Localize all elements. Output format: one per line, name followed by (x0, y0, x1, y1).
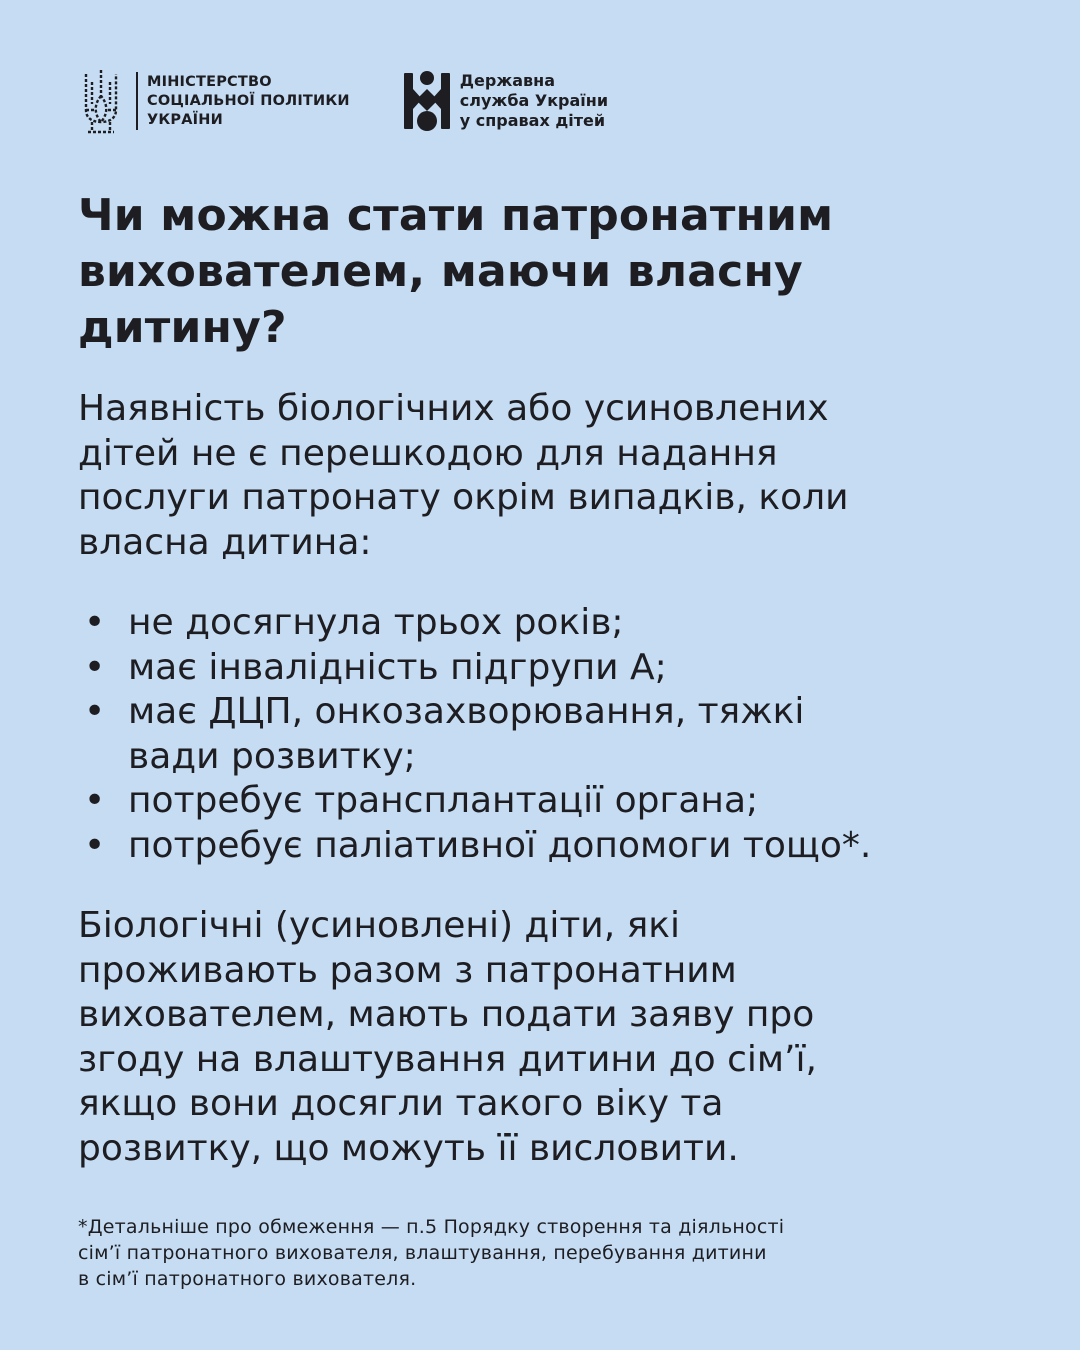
children-service-logo-icon (402, 69, 452, 133)
ministry-name (147, 73, 350, 130)
footnote-line: сім’ї патронатного вихователя, влаштування, перебування дитини (78, 1242, 767, 1264)
outro-line: розвитку, що можуть її висловити. (78, 1127, 739, 1169)
intro-line: Наявність біологічних або усиновлених (78, 388, 829, 429)
intro-line: власна дитина: (78, 521, 372, 563)
intro-line: послуги патронату окрім випадків, коли (78, 477, 849, 518)
header-logos (78, 66, 608, 136)
ministry-name-line: СОЦІАЛЬНОЇ ПОЛІТИКИ (147, 92, 350, 109)
list-item-continuation (78, 735, 1038, 780)
list-item (78, 690, 1038, 735)
outro-line: згоду на влаштування дитини до сім’ї, (78, 1038, 817, 1080)
list-item (78, 779, 1038, 824)
list-item (78, 824, 1038, 869)
title-line: дитину? (78, 302, 287, 353)
footnote-line: *Детальніше про обмеження — п.5 Порядку створення та діяльності (78, 1216, 785, 1238)
children-service-logo (402, 69, 608, 133)
ministry-name-line: МІНІСТЕРСТВО (147, 73, 272, 90)
footnote-line: в сім’ї патронатного вихователя. (78, 1268, 417, 1290)
outro-line: вихователем, мають подати заяву про (78, 994, 815, 1035)
outro-line: проживають разом з патронатним (78, 949, 737, 991)
bullet-icon: • (84, 824, 106, 866)
children-service-name (460, 71, 608, 131)
bullet-icon: • (84, 691, 106, 732)
list-item (78, 601, 1038, 646)
list-item-text: потребує паліативної допомоги тощо*. (128, 824, 872, 866)
list-item-text: вади розвитку; (128, 735, 416, 777)
outro-line: Біологічні (усиновлені) діти, які (78, 905, 680, 946)
page-title (78, 188, 978, 356)
bullet-icon: • (84, 780, 106, 821)
list-item-text: має інвалідність підгрупи А; (128, 646, 667, 688)
list-item-text: не досягнула трьох років; (128, 602, 624, 643)
children-service-name-line: служба України (459, 91, 609, 110)
bullet-icon: • (84, 646, 106, 688)
children-service-name-line: Державна (459, 71, 556, 90)
list-item (78, 646, 1038, 691)
trident-icon (78, 66, 124, 136)
list-item-text: потребує трансплантації органа; (128, 780, 759, 821)
list-item-text: має ДЦП, онкозахворювання, тяжкі (128, 691, 805, 732)
children-service-name-line: у справах дітей (459, 111, 606, 130)
outro-line: якщо вони досягли такого віку та (78, 1083, 724, 1124)
outro-paragraph (78, 904, 1018, 1171)
conditions-list (78, 601, 1038, 868)
bullet-icon: • (84, 602, 106, 643)
intro-line: дітей не є перешкодою для надання (78, 432, 778, 474)
ministry-name-line: УКРАЇНИ (147, 111, 223, 128)
title-line: Чи можна стати патронатним (78, 190, 834, 241)
footnote (78, 1214, 1018, 1292)
intro-paragraph (78, 387, 1018, 565)
ministry-logo (78, 66, 350, 136)
logo-divider (136, 72, 138, 130)
title-line: вихователем, маючи власну (78, 246, 803, 297)
